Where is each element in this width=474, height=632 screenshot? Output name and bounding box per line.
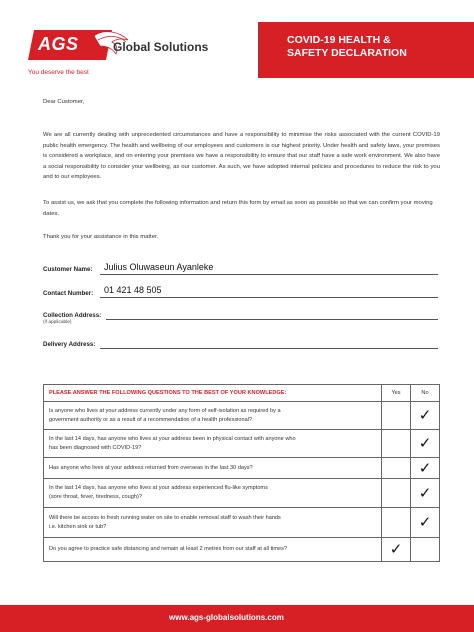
question-text [44, 508, 382, 538]
question-line: Will there be access to fresh running water on site to enable removal staff to wash their hands [49, 514, 281, 521]
footer-website-link[interactable]: www.ags-globalsolutions.com [169, 613, 284, 622]
customer-name-value[interactable]: Julius Oluwaseun Ayanleke [104, 262, 214, 272]
yes-answer-cell[interactable] [382, 508, 411, 538]
question-line: Is anyone who lives at your address currently under any form of self-isolation as required by a [49, 407, 281, 414]
question-text [44, 458, 382, 479]
logo-wordmark: AGS [38, 34, 79, 54]
customer-name-line [100, 274, 438, 275]
questions-header: PLEASE ANSWER THE FOLLOWING QUESTIONS TO THE BEST OF YOUR KNOWLEDGE: [44, 385, 382, 402]
check-mark-icon: ✓ [418, 459, 432, 477]
no-answer-cell[interactable] [411, 508, 440, 538]
contact-number-label: Contact Number: [43, 290, 94, 297]
yes-answer-cell[interactable] [382, 402, 411, 430]
no-answer-cell[interactable] [411, 402, 440, 430]
no-answer-cell[interactable] [411, 430, 440, 458]
question-row [44, 538, 440, 562]
question-line: has been diagnosed with COVID-19? [49, 444, 142, 451]
contact-number-line [100, 297, 438, 298]
question-line: i.e. kitchen sink or tub? [49, 523, 107, 530]
collection-address-note: (if applicable) [43, 320, 72, 325]
collection-address-label: Collection Address: [43, 312, 102, 319]
question-row [44, 508, 440, 538]
check-mark-icon: ✓ [418, 484, 432, 502]
check-mark-icon: ✓ [389, 541, 403, 558]
no-answer-cell[interactable] [411, 479, 440, 508]
no-column-header: No [411, 385, 440, 402]
title-line-2: SAFETY DECLARATION [287, 47, 407, 59]
question-row [44, 430, 440, 458]
company-name: Global Solutions [113, 40, 209, 54]
document-header [0, 0, 474, 95]
yes-answer-cell[interactable] [382, 538, 411, 562]
title-line-1: COVID-19 HEALTH & [287, 34, 391, 46]
greeting: Dear Customer, [43, 99, 85, 105]
question-line: In the last 14 days, has anyone who lives at your address experienced flu-like symptoms [49, 485, 268, 491]
questions-table [43, 384, 440, 562]
no-answer-cell[interactable] [411, 538, 440, 562]
paragraph-1: We are all currently dealing with unprecedented circumstances and have a responsibility to minimise the risks associated with the current COVID-19 public health emergency. The health and wellbeing of our employees and customers is our highest priority. Under health and safety laws, your premises is considered a workplace, and on entering your premises we have a responsibility to ensure that our staff have a safe work environment. We also have a social responsibility to consider your wellbeing, as our customer. As such, we have adopted internal policies and procedures to reduce the risk to you and to our employees. [43, 132, 440, 180]
no-answer-cell[interactable] [411, 458, 440, 479]
question-line: Has anyone who lives at your address returned from overseas in the last 30 days? [49, 464, 253, 471]
question-row [44, 402, 440, 430]
contact-number-value[interactable]: 01 421 48 505 [104, 285, 162, 295]
yes-column-header: Yes [382, 385, 411, 402]
collection-address-line[interactable] [106, 319, 438, 320]
yes-answer-cell[interactable] [382, 479, 411, 508]
yes-answer-cell[interactable] [382, 458, 411, 479]
question-line: government authority or as a result of a recommendation of a health professional? [49, 416, 253, 423]
questions-header-row [44, 385, 440, 402]
question-line: Do you agree to practice safe distancing and remain at least 2 metres from our staff at all times? [49, 546, 288, 552]
yes-answer-cell[interactable] [382, 430, 411, 458]
question-text [44, 430, 382, 458]
question-text [44, 479, 382, 508]
paragraph-3: Thank you for your assistance in this matter. [43, 234, 159, 240]
check-mark-icon: ✓ [418, 514, 432, 531]
customer-name-label: Customer Name: [43, 266, 93, 273]
question-text [44, 538, 382, 562]
question-line: In the last 14 days, has anyone who lives at your address been in physical contact with anyone who [49, 435, 296, 442]
paragraph-2: To assist us, we ask that you complete the following information and return this form by email as soon as possible so that we can confirm your moving dates. [43, 200, 433, 217]
check-mark-icon: ✓ [418, 435, 432, 452]
check-mark-icon: ✓ [418, 407, 432, 424]
question-text [44, 402, 382, 430]
question-row [44, 458, 440, 479]
document-title [287, 34, 467, 60]
delivery-address-label: Delivery Address: [43, 341, 96, 348]
question-row [44, 479, 440, 508]
question-line: (sore throat, fever, tiredness, cough)? [49, 494, 142, 500]
company-tagline: You deserve the best [28, 69, 89, 76]
delivery-address-line[interactable] [100, 348, 438, 349]
